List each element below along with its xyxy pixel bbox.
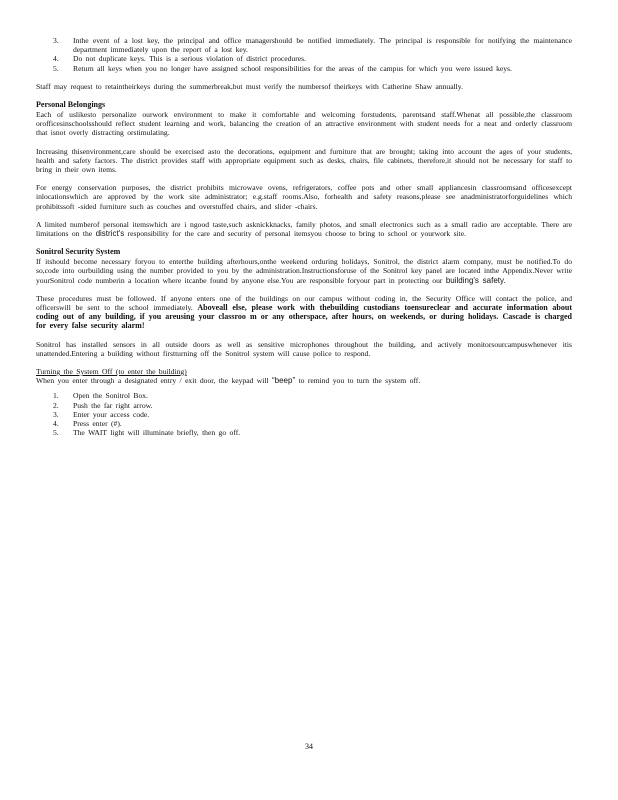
list-item-number: 3. — [53, 36, 59, 45]
document-page — [36, 36, 572, 438]
list-item-number: 4. — [53, 419, 59, 429]
list-item-text: Inthe event of a lost key, the principal and office managershould be notified immediately. The principal is responsible for notifying the maintenance department immediately upon the report of a lost key. — [73, 36, 572, 55]
list-item-number: 5. — [53, 428, 59, 438]
list-item-text: Do not duplicate keys. This is a serious violation of district procedures. — [73, 54, 306, 64]
paragraph-text-sans: safety. — [478, 275, 506, 285]
list-item-text: Return all keys when you no longer have assigned school responsibilities for the areas of the campus for which you were issued keys. — [73, 63, 512, 73]
list-item-number: 1. — [53, 391, 59, 401]
sonitrol-paragraph-3: Sonitrol has installed sensors in all outside doors as well as sensitive microphones throughout the building, and actively monitorsourcampuswhenever itis unattended.Entering a building without firstturning off the Sonitrol system will cause police to respond. — [36, 339, 572, 358]
turning-off-intro — [36, 376, 572, 385]
personal-belongings-paragraph-4 — [36, 220, 572, 238]
list-item-number: 2. — [53, 400, 59, 410]
personal-belongings-paragraph-1: Each of uslikesto personalize ourwork environment to make it comfortable and welcoming forstudents, parentsand staff.Whenat all possible,the classroom orofficesinschoolsshould reflect student learning and work, balancing the creation of an attractive environment with student needs for a neat and orderly classroom that isnot overly distracting orstimulating. — [36, 110, 572, 138]
paragraph-text: These procedures must be followed. If anyone enters one of the buildings on our campus without coding in, the Security Office will contact the police, and officerswill be sent to the school immediately. — [36, 293, 572, 313]
list-item-text: Open the Sonitrol Box. — [73, 391, 148, 401]
paragraph-text: When you enter through a designated entry / exit door, the keypad will — [36, 376, 272, 386]
sonitrol-paragraph-2 — [36, 294, 572, 331]
list-item — [53, 401, 572, 410]
list-item-number: 5. — [53, 63, 59, 73]
list-item — [53, 410, 572, 419]
sonitrol-paragraph-1 — [36, 257, 572, 285]
paragraph-text-sans: district's — [95, 229, 125, 239]
turning-off-heading: Turning the System Off (to enter the building) — [36, 367, 187, 377]
paragraph-text: A limited numberof personal itemswhich are i ngood taste,such asknickknacks, family photos, and small electronics such as a small radio are acceptable. There are limitations on the — [36, 219, 572, 239]
list-item — [53, 428, 572, 437]
list-item-text: Enter your access code. — [73, 409, 150, 419]
paragraph-text: to remind you to turn the system off. — [295, 376, 421, 386]
sonitrol-heading: Sonitrol Security System — [36, 247, 121, 257]
paragraph-text: If itshould become necessary foryou to enterthe building afterhours,onthe weekend orduring holidays, Sonitrol, the district alarm company, must be notified.To do so,code into ourbuilding using the number provided to you by the administration.Instructionsforuse of the Sonitrol key panel are located inthe Appendix.Never write yourSonitrol code numberin a location where itcanbe found by anyone else.You are responsible foryour part in protecting our — [36, 257, 572, 285]
paragraph-text-bold: Aboveall else, please work with thebuilding custodians toensureclear and accurate information about coding out of any building, if you areusing your classroo m or any otherspace, after hours, on weekends, or during holidays. Cascade is charged for every false security alarm! — [36, 303, 572, 331]
personal-belongings-paragraph-2: Increasing thisenvironment,care should be exercised asto the decorations, equipment and furniture that are brought; taking into account the ages of your students, health and safety factors. The district provides staff with appropriate equipment such as desks, chairs, file cabinets, therefore,it should not be necessary for staff to bring in their own items. — [36, 146, 572, 175]
page-number: 34 — [305, 742, 313, 751]
key-policy-list — [36, 36, 572, 73]
list-item — [53, 54, 572, 63]
staff-keys-paragraph: Staff may request to retaintheirkeys during the summerbreak,but must verify the numbersof theirkeys with Catherine Shaw annually. — [36, 81, 463, 91]
personal-belongings-paragraph-3: For energy conservation purposes, the district prohibits microwave ovens, refrigerators, coffee pots and other small appliancesin classroomsand officesexcept inlocationswhich are approved by the work site administrator; e.g.staff rooms.Also, forhealth and safety reasons,please see anadministratorforguidelines which prohibitssoft -sided furniture such as couches and overstuffed chairs, and slider -chairs. — [36, 183, 572, 211]
paragraph-text: responsibility for the care and security of personal itemsyou choose to bring to school or yourwork site. — [124, 229, 467, 239]
list-item — [53, 36, 572, 54]
list-item — [53, 419, 572, 428]
list-item-number: 3. — [53, 409, 59, 419]
list-item-text: Press enter (#). — [73, 419, 122, 429]
turning-off-steps — [36, 391, 572, 437]
paragraph-text-sans: “beep” — [271, 376, 296, 386]
personal-belongings-heading: Personal Belongings — [36, 100, 106, 110]
list-item-text: Push the far right arrow. — [73, 400, 153, 410]
list-item — [53, 391, 572, 400]
list-item — [53, 64, 572, 73]
list-item-text: The WAIT light will illuminate briefly, then go off. — [73, 428, 241, 438]
paragraph-text-sans: building's — [445, 275, 479, 285]
list-item-number: 4. — [53, 54, 59, 64]
